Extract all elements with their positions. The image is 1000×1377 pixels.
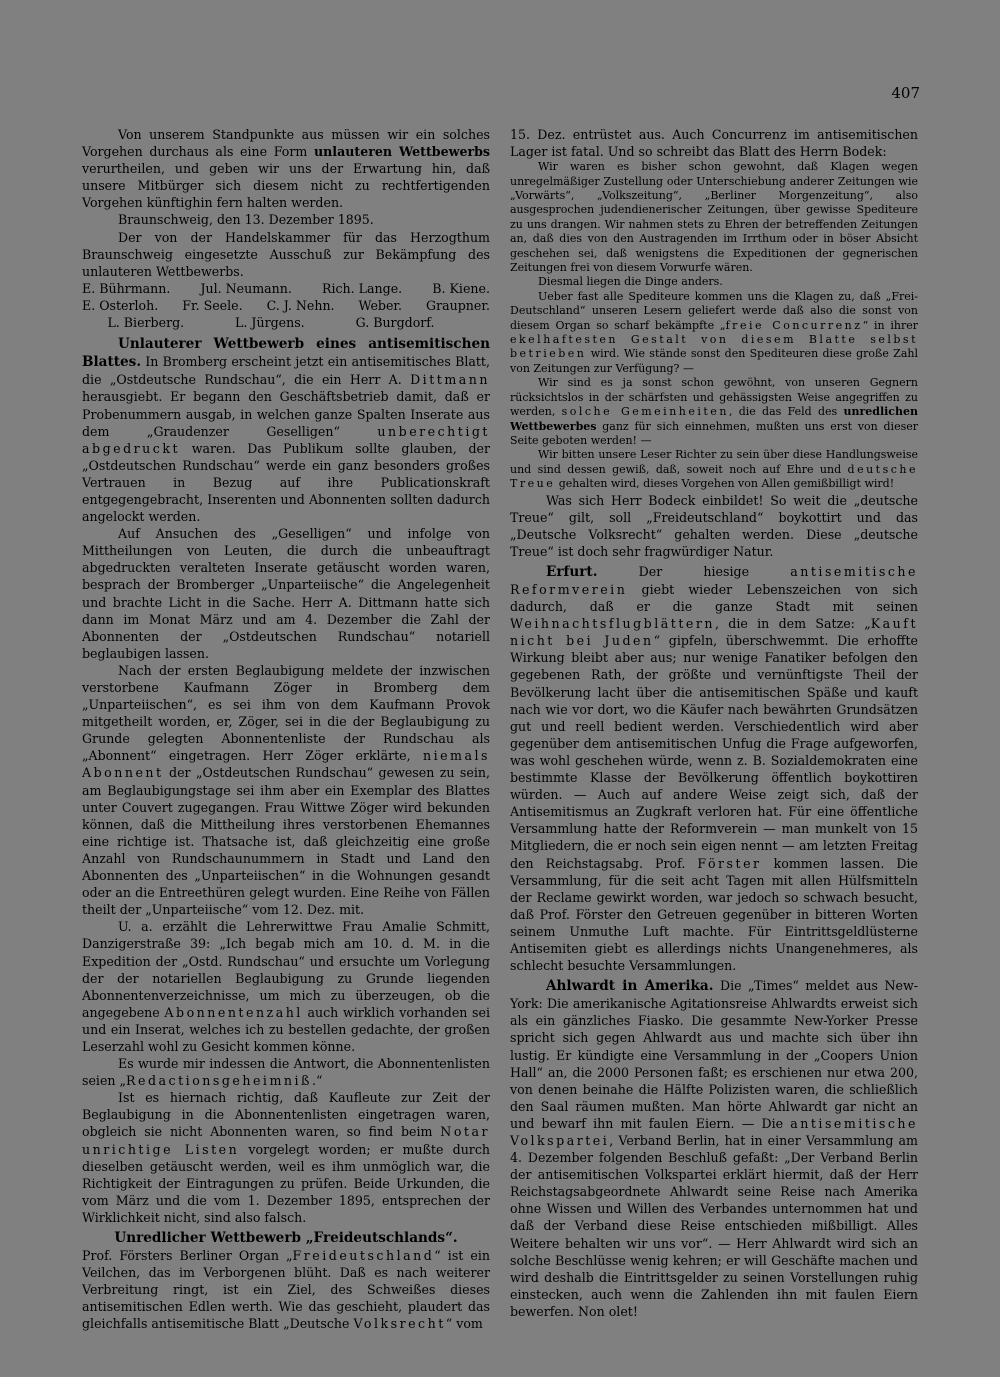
signature-row-2 [82, 297, 490, 314]
spaced-span: unberechtigt abgedruckt [82, 423, 490, 456]
text-span: verurtheilen, und geben wir uns der Erwartung hin, daß unsere Mitbürger sich diesem nicht zu rechtfertigenden Vorgehen künftighin fern halten werden. [82, 161, 490, 211]
spaced-span: niemals Abonnent [82, 748, 490, 781]
signature-name: E. Osterloh. [82, 297, 159, 313]
signature-row-1 [82, 280, 490, 297]
signature-name: Fr. Seele. [182, 297, 243, 313]
spaced-span: antisemitische Reformverein [510, 563, 918, 597]
signature-name: G. Burgdorf. [355, 315, 435, 331]
text-span: In Bromberg erscheint jetzt ein antisemitisches Blatt, die „Ostdeutsche Rundschau“, die ein Herr A. [82, 354, 490, 388]
paragraph-continuation: 15. Dez. entrüstet aus. Auch Concurrenz im antisemitischen Lager ist fatal. Und so schreibt das Blatt des Herrn Bodek: [510, 127, 918, 160]
spaced-span: Freideutschland [292, 1248, 435, 1264]
article-headline: Ahlwardt in Amerika. [546, 978, 714, 995]
quote-paragraph [510, 448, 918, 491]
quote-paragraph: Wir waren es bisher schon gewohnt, daß Klagen wegen unregelmäßiger Zustellung oder Unterschiebung anderer Zeitungen wie „Vorwärts“, „Volkszeitung“, „Berliner Morgenzeitung“, also ausgesprochen judendienerischer Zeitungen, über gewisse Spediteure zu uns drangen. Wir nahmen stets zu Ehren der betreffenden Zeitungen an, daß dies von den Austragenden im Irrthum oder in böser Absicht geschehen sei, daß wenigstens die Expeditionen der gegnerischen Zeitungen frei von diesem Vorwurfe wären. [510, 160, 918, 275]
paragraph-answer [82, 1055, 490, 1089]
spaced-span: antisemitische Volkspartei [510, 1115, 918, 1148]
text-span: Von unserem Standpunkte aus müssen wir ein solches Vorgehen durchaus als eine Form [82, 127, 490, 160]
text-span: , Verband Berlin, hat in einer Versammlung am 4. Dezember folgenden Beschluß gefaßt: „Der Verband Berlin der antisemitischen Volkspartei erklärt hiermit, daß der Herr Reichstagsabgeordnete Ahlwardt seine Reise nach Amerika ohne Wissen und Willen des Verbandes unternommen hat und daß der Verband diese Reise entschieden mißbilligt. Alles Weitere behalten wir uns vor“. — Herr Ahlwardt wird sich an solche Beschlüsse wenig kehren; er will Geschäfte machen und wird deshalb die Eintrittsgelder zu seinen Vorstellungen ruhig einstecken, auch wenn die Zahlenden ihn mit faulen Eiern bewerfen. Non olet! [510, 1133, 918, 1319]
paragraph-foerster [82, 1247, 490, 1332]
text-span: gehalten wird, dieses Vorgehen von Allen gemißbilligt wird! [555, 477, 895, 491]
paragraph-ahlwardt [510, 977, 918, 1320]
text-span: Prof. Försters Berliner Organ „ [82, 1248, 293, 1264]
right-column [510, 126, 918, 1320]
quote-paragraph: Diesmal liegen die Dinge anders. [538, 275, 723, 289]
spaced-span: deutsche Treue [510, 462, 918, 491]
spaced-span: Volksrecht [353, 1316, 446, 1332]
text-span: waren. Das Publikum sollte glauben, der „Ostdeutschen Rundschau“ werde ein ganz besonders großes Vertrauen in Bezug auf ihre Publicationskraft entgegengebracht, Inserenten und Abonnenten sollten dadurch angelockt werden. [82, 440, 490, 525]
signature-row-3 [82, 314, 490, 331]
left-column [82, 126, 490, 1333]
paragraph-gesellige: Auf Ansuchen des „Geselligen“ und infolge von Mittheilungen von Leuten, die durch die unbeauftragt abgedruckten veralteten Inserate getäuscht worden waren, besprach der Bromberger „Unparteiische“ die Angelegenheit und brachte Licht in die Sache. Herr A. Dittmann hatte sich dann im Monat März und am 4. Dezember die Zahl der Abonnenten der „Ostdeutschen Rundschau“ notariell beglaubigen lassen. [82, 526, 490, 661]
text-span: Die „Times“ meldet aus New-York: Die amerikanische Agitationsreise Ahlwardts erweist sich als ein gänzliches Fiasko. Die gesammte New-Yorker Presse spricht sich gegen Ahlwardt aus und machte sich über ihn lustig. Er kündigte eine Versammlung in der „Coopers Union Hall“ an, die 2000 Personen faßt; es erschienen nur etwa 200, von denen beinahe die Hälfte Polizisten waren, die schließlich den Saal räumen mußten. Man hörte Ahlwardt gar nicht an und bewarf ihn mit faulen Eiern. — Die [510, 978, 918, 1131]
place-date: Braunschweig, den 13. Dezember 1895. [118, 212, 374, 228]
text-span: giebt wieder Lebenszeichen von sich dadurch, daß er die ganze Stadt mit seinen [510, 582, 918, 615]
text-span: , die das Feld des [728, 405, 844, 419]
text-span: Es wurde mir indessen die Antwort, die Abonnentenlisten seien „ [82, 1056, 490, 1089]
paragraph-schmitt [82, 918, 490, 1055]
text-span: Wir bitten unsere Leser Richter zu sein über diese Handlungsweise und sind dessen gewiß, daß, soweit noch auf Ehre und [510, 448, 918, 476]
spaced-span: Weihnachtsflugblättern [510, 616, 715, 632]
spaced-span: freie Concurrenz [725, 318, 863, 332]
spaced-span: Dittmann [410, 372, 490, 388]
text-span: “ in ihrer [862, 318, 919, 332]
committee-line: Der von der Handelskammer für das Herzogthum Braunschweig eingesetzte Ausschuß zur Bekämpfung des unlauteren Wettbewerbs. [82, 229, 490, 279]
text-span: “ gipfeln, überschwemmt. Die erhoffte Wirkung bleibt aber aus; nur wenige Fanatiker befolgen den gegebenen Rath, der größte und vernünftigste Theil der Bevölkerung lacht über die antisemitischen Späße und kauft nach wie vor dort, wo die Käufer nach bewährten Grundsätzen gut und reell bedient werden. Verschiedentlich wird aber gegenüber dem antisemitischen Unfug die Frage aufgeworfen, was wohl geschehen würde, wenn z. B. Sozialdemokraten eine bestimmte Klasse der Bevölkerung öffentlich boykottiren würden. — Auch auf andere Weise zeigt sich, daß der Antisemitismus an Zugkraft verloren hat. Für eine öffentliche Versammlung hatte der Reformverein — man munkelt von 15 Mitgliedern, die er noch sein eigen nennt — am letzten Freitag den Reichstagsabg. Prof. [510, 633, 918, 871]
signature-name: Graupner. [426, 297, 490, 313]
text-span: Wir sind es ja sonst schon gewöhnt, von unseren Gegnern rücksichtslos in der schärfsten und gehässigsten Weise angegriffen zu werden, [510, 376, 918, 419]
signature-name: L. Jürgens. [235, 315, 305, 331]
text-span: ganz für sich einnehmen, mußten uns erst von dieser Seite geboten werden! — [510, 419, 918, 447]
signature-name: B. Kiene. [432, 280, 490, 296]
text-span: “ vom [445, 1316, 483, 1332]
text-span: auch wirklich vorhanden sei und ein Inserat, welches ich zu bestellen gedachte, der großen Leserzahl wohl zu Gesicht kommen könne. [82, 1004, 490, 1054]
paragraph-erfurt [510, 563, 918, 974]
spaced-span: Redactionsgeheimniß [126, 1073, 312, 1089]
article-headline: Unredlicher Wettbewerb „Freideutschlands“. [114, 1230, 458, 1246]
spaced-span: ekelhaftesten Gestalt von diesem Blatte selbst betrieben [510, 333, 918, 361]
page-number: 407 [891, 84, 920, 102]
bold-span: unlauteren Wettbewerbs [313, 144, 490, 160]
text-span: Ist es hiernach richtig, daß Kaufleute zur Zeit der Beglaubigung in die Abonnentenlisten eingetragen waren, obgleich sie nicht Abonnenten waren, so find beim [82, 1090, 490, 1140]
quote-paragraph [510, 290, 918, 376]
signature-name: C. J. Nehn. [266, 297, 335, 313]
paragraph-notary [82, 1089, 490, 1226]
text-span: kommen lassen. Die Versammlung, für die seit acht Tagen mit allen Hülfsmitteln der Reclame gewirkt worden, war jedoch so schwach besucht, daß Prof. Förster den Getreuen gegenüber in bitteren Worten seinem Unmuthe Luft machte. Für Eintrittsgeldlüsterne Antisemiten giebt es allerdings nichts Unangenehmeres, als schlecht besuchte Versammlungen. [510, 855, 918, 974]
paragraph-bodeck: Was sich Herr Bodeck einbildet! So weit die „deutsche Treue“ gilt, soll „Freideutschland“ boykottirt und das „Deutsche Volksrecht“ gehalten werden. Diese „deutsche Treue“ ist doch sehr fragwürdiger Natur. [510, 492, 918, 559]
text-span: “ ist ein Veilchen, das im Verborgenen blüht. Daß es nach weiterer Verbreitung ringt, ist ein Ziel, des Schweißes dieses antisemitischen Edlen werth. Wie das geschieht, plaudert das gleichfalls antisemitische Blatt „Deutsche [82, 1248, 490, 1332]
signature-name: Weber. [358, 297, 403, 313]
paragraph-bromberg [82, 335, 490, 525]
paragraph-standpoint [82, 126, 490, 211]
text-span: .“ [311, 1073, 323, 1089]
article-headline-freideutschland [82, 1229, 490, 1247]
bold-span: unredlichen Wettbewerbes [510, 405, 918, 433]
quote-paragraph [510, 376, 918, 448]
text-span: , die in dem Satze: „ [714, 616, 871, 632]
text-span: U. a. erzählt die Lehrerwittwe Frau Amalie Schmitt, Danzigerstraße 39: „Ich begab mich am 10. d. M. in die Expedition der „Ostd. Rundschau“ und ersuchte um Vorlegung der der notariellen Beglaubigung zu Grunde liegenden Abonnentenverzeichnisse, um mich zu überzeugen, ob die angegebene [82, 919, 490, 1020]
text-span: vorgelegt worden; er mußte durch dieselben getäuscht werden, weil es ihm unmöglich war, die Richtigkeit der Eintragungen zu prüfen. Beide Urkunden, die vom März und die vom 1. Dezember 1895, entsprechen der Wirklichkeit nicht, sind also falsch. [82, 1141, 490, 1225]
spaced-span: Notar unrichtige Listen [82, 1124, 490, 1157]
spaced-span: solche Gemeinheiten [561, 405, 729, 419]
signature-name: L. Bierberg. [107, 315, 185, 331]
article-headline: Erfurt. [546, 563, 598, 580]
spaced-span: Kauft nicht bei Juden [510, 616, 918, 649]
text-span: Der hiesige [597, 563, 791, 579]
spaced-span: Förster [697, 855, 762, 871]
text-span: der „Ostdeutschen Rundschau“ gewesen zu sein, am Beglaubigungstage sei ihm aber ein Exemplar des Blattes unter Couvert zugegangen. Frau Wittwe Zöger wird bekunden können, daß die Mittheilung ihres verstorbenen Ehemannes eine richtige ist. Thatsache ist, daß gleichzeitig eine große Anzahl von Rundschaunummern in Stadt und Land den Abonnenten des „Unparteiischen“ in die Wohnungen gesandt oder an die Entreethüren gelegt wurden. Eine Reihe von Fällen theilt der „Unparteiische“ vom 12. Dez. mit. [82, 765, 490, 918]
signature-name: Rich. Lange. [321, 280, 403, 296]
text-span: Ueber fast alle Spediteure kommen uns die Klagen zu, daß „Frei-Deutschland“ unseren Lesern geliefert werde daß also die sonst von diesem Organ so scharf bekämpfte „ [510, 289, 918, 332]
signature-name: E. Bührmann. [82, 280, 171, 296]
text-span: herausgiebt. Er begann den Geschäftsbetrieb damit, daß er Probenummern ausgab, in welchen ganze Spalten Inserate aus dem „Graudenzer Geselligen“ [82, 389, 490, 439]
spaced-span: Abonnentenzahl [164, 1004, 303, 1020]
text-span: wird. Wie stände sonst den Spediteuren diese große Zahl von Zeitungen zur Verfügung? — [510, 347, 918, 375]
text-span: Nach der ersten Beglaubigung meldete der inzwischen verstorbene Kaufmann Zöger in Bromberg dem „Unparteiischen“, es sei ihm von dem Kaufmann Provok mitgetheilt worden, er, Zöger, sei in die der Beglaubigung zu Grunde gelegten Abonnentenliste der Rundschau als „Abonnent“ eingetragen. Herr Zöger erklärte, [82, 662, 490, 764]
paragraph-zoeger [82, 662, 490, 918]
article-headline: Unlauterer Wettbewerb eines antisemitischen Blattes. [82, 336, 490, 371]
signature-name: Jul. Neumann. [200, 280, 292, 296]
